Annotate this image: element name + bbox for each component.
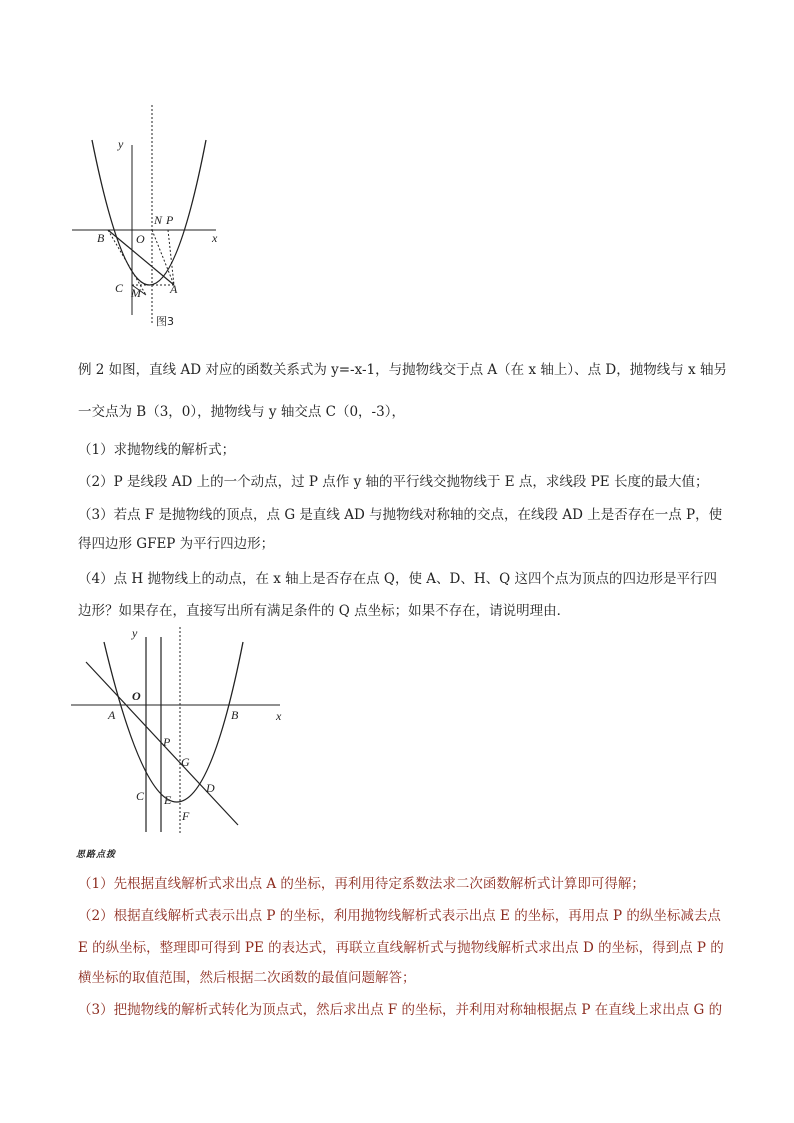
hint-1: （1）先根据直线解析式求出点 A 的坐标，再利用待定系数法求二次函数解析式计算即可得解； xyxy=(78,876,645,892)
question-1: （1）求抛物线的解析式； xyxy=(78,442,236,458)
label-E: E xyxy=(164,793,172,807)
figure-3-diagram xyxy=(70,100,230,325)
parabola xyxy=(92,140,206,285)
label-D: D xyxy=(206,781,215,795)
parabola xyxy=(104,642,243,802)
line-AD xyxy=(86,662,238,825)
label-P: P xyxy=(166,213,174,227)
label-G: G xyxy=(181,755,190,769)
label-O: O xyxy=(132,689,141,703)
question-4-b: 边形？如果存在，直接写出所有满足条件的 Q 点坐标；如果不存在，请说明理由． xyxy=(78,603,571,619)
hint-2-a: （2）根据直线解析式表示出点 P 的坐标，利用抛物线解析式表示出点 E 的坐标，再用点 P 的纵坐标减去点 xyxy=(78,908,721,924)
question-4-a: （4）点 H 抛物线上的动点，在 x 轴上是否存在点 Q，使 A、D、H、Q 这四个点为顶点的四边形是平行四 xyxy=(78,571,717,587)
label-N: N xyxy=(154,213,163,227)
label-O: O xyxy=(136,232,145,246)
label-B: B xyxy=(97,231,105,245)
label-A: A xyxy=(170,282,178,296)
label-x: x xyxy=(276,709,282,723)
question-2: （2）P 是线段 AD 上的一个动点，过 P 点作 y 轴的平行线交抛物线于 E 点，求线段 PE 长度的最大值； xyxy=(78,474,709,490)
question-3-b: 得四边形 GFEP 为平行四边形； xyxy=(78,536,275,552)
label-F: F xyxy=(182,809,190,823)
label-C: C xyxy=(136,789,145,803)
segment-PA xyxy=(168,230,174,285)
example-2-diagram xyxy=(68,622,288,837)
figure-caption: 图3 xyxy=(156,315,174,328)
label-x: x xyxy=(212,231,218,245)
label-P: P xyxy=(163,735,171,749)
problem-line-2: 一交点为 B（3，0），抛物线与 y 轴交点 C（0，-3）， xyxy=(78,404,405,420)
label-y: y xyxy=(118,137,124,151)
label-y: y xyxy=(132,626,138,640)
hint-title: 思路点拨 xyxy=(76,850,117,860)
question-3-a: （3）若点 F 是抛物线的顶点，点 G 是直线 AD 与抛物线对称轴的交点，在线段 AD 上是否存在一点 P，使 xyxy=(78,507,723,523)
label-A: A xyxy=(108,708,116,722)
problem-line-1: 例 2 如图，直线 AD 对应的函数关系式为 y=-x-1，与抛物线交于点 A（在 x 轴上）、点 D，抛物线与 x 轴另 xyxy=(78,362,727,378)
label-M: M xyxy=(131,286,141,300)
hint-3: （3）把抛物线的解析式转化为顶点式，然后求出点 F 的坐标，并利用对称轴根据点 P 在直线上求出点 G 的 xyxy=(78,1002,723,1018)
hint-2-b: E 的纵坐标，整理即可得到 PE 的表达式，再联立直线解析式与抛物线解析式求出点 D 的坐标，得到点 P 的 xyxy=(78,940,724,956)
label-B: B xyxy=(231,708,239,722)
hint-2-c: 横坐标的取值范围，然后根据二次函数的最值问题解答； xyxy=(78,970,416,986)
label-C: C xyxy=(115,281,124,295)
